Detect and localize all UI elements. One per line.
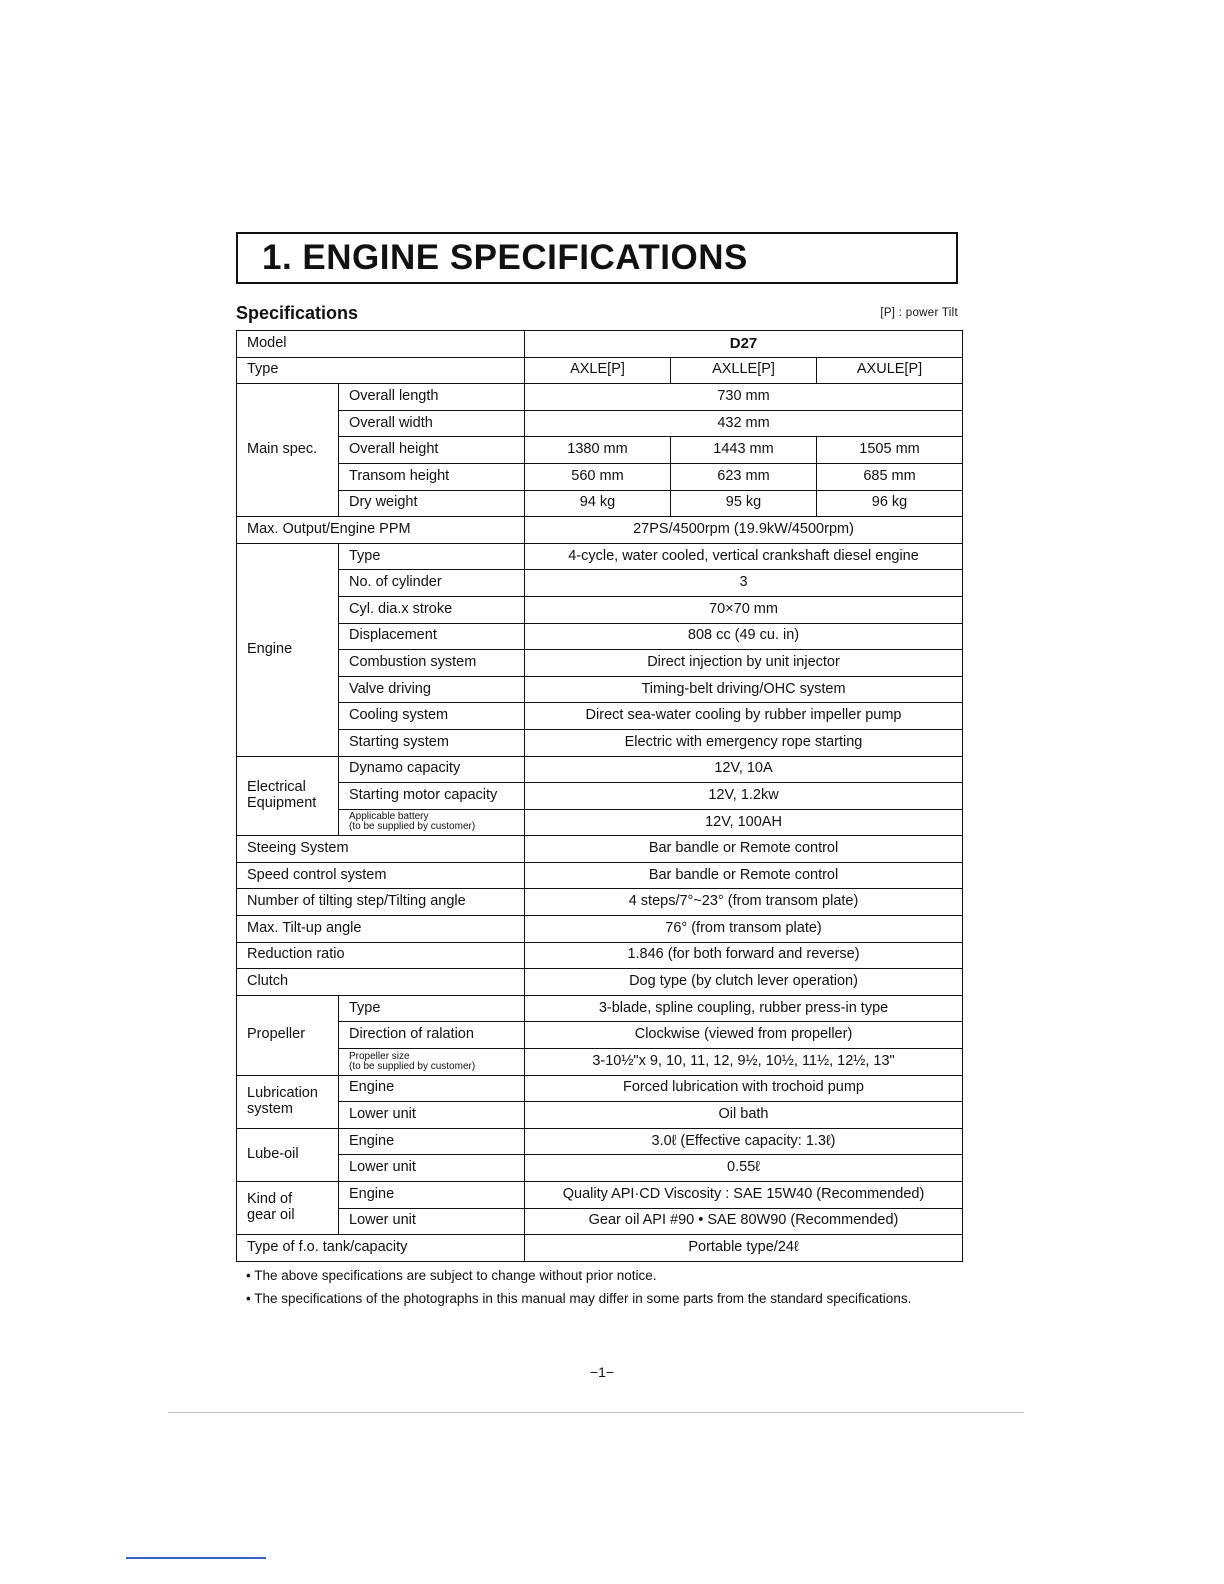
- combustion-system-label: Combustion system: [339, 650, 525, 677]
- clutch-value: Dog type (by clutch lever operation): [525, 969, 963, 996]
- type-axle: AXLE[P]: [525, 357, 671, 384]
- table-row: [237, 1235, 963, 1262]
- gear-oil-engine-label: Engine: [339, 1182, 525, 1209]
- gear-oil-lower-value: Gear oil API #90 • SAE 80W90 (Recommended): [525, 1208, 963, 1235]
- tilt-up-label: Max. Tilt-up angle: [237, 916, 525, 943]
- table-row: [237, 969, 963, 996]
- table-row: [237, 357, 963, 384]
- propeller-direction-label: Direction of ralation: [339, 1022, 525, 1049]
- max-output-label: Max. Output/Engine PPM: [237, 517, 525, 544]
- table-row: [237, 1155, 963, 1182]
- footnote: • The above specifications are subject to change without prior notice.: [246, 1268, 657, 1283]
- table-row: [237, 1022, 963, 1049]
- lubrication-lower-value: Oil bath: [525, 1102, 963, 1129]
- section-title: 1. ENGINE SPECIFICATIONS: [262, 238, 748, 277]
- gear-oil-engine-value: Quality API·CD Viscosity : SAE 15W40 (Recommended): [525, 1182, 963, 1209]
- lubrication-label-line1: Lubrication: [247, 1084, 318, 1101]
- gear-oil-lower-label: Lower unit: [339, 1208, 525, 1235]
- model-value: D27: [525, 331, 963, 358]
- dry-weight-axle: 94 kg: [525, 490, 671, 517]
- transom-height-label: Transom height: [339, 463, 525, 490]
- tilt-up-value: 76° (from transom plate): [525, 916, 963, 943]
- lube-oil-group-label: Lube-oil: [237, 1128, 339, 1181]
- starting-system-value: Electric with emergency rope starting: [525, 729, 963, 756]
- footnotes: [246, 1266, 950, 1311]
- table-row: [237, 596, 963, 623]
- propeller-direction-value: Clockwise (viewed from propeller): [525, 1022, 963, 1049]
- main-spec-label: Main spec.: [237, 384, 339, 517]
- table-row: [237, 623, 963, 650]
- table-row: [237, 729, 963, 756]
- cylinder-count-label: No. of cylinder: [339, 570, 525, 597]
- engine-group-label: Engine: [237, 543, 339, 756]
- overall-height-label: Overall height: [339, 437, 525, 464]
- steeing-value: Bar bandle or Remote control: [525, 836, 963, 863]
- displacement-label: Displacement: [339, 623, 525, 650]
- footer-divider: [168, 1412, 1024, 1413]
- propeller-size-label: [339, 1049, 525, 1076]
- corner-link-underline: [126, 1557, 266, 1559]
- overall-width-label: Overall width: [339, 410, 525, 437]
- table-row: [237, 756, 963, 783]
- table-row: [237, 650, 963, 677]
- footnote: • The specifications of the photographs in this manual may differ in some parts from the standard specifications.: [246, 1290, 912, 1306]
- table-row: [237, 836, 963, 863]
- max-output-value: 27PS/4500rpm (19.9kW/4500rpm): [525, 517, 963, 544]
- power-tilt-legend: [P] : power Tilt: [880, 307, 958, 319]
- reduction-ratio-label: Reduction ratio: [237, 942, 525, 969]
- overall-length-value: 730 mm: [525, 384, 963, 411]
- table-row: [237, 517, 963, 544]
- battery-label-line1: Applicable battery: [349, 811, 429, 823]
- model-label: Model: [237, 331, 525, 358]
- type-axule: AXULE[P]: [817, 357, 963, 384]
- battery-label-line2: (to be supplied by customer): [349, 821, 476, 833]
- propeller-size-label-line1: Propeller size: [349, 1050, 410, 1062]
- table-row: [237, 1182, 963, 1209]
- table-row: [237, 783, 963, 810]
- valve-driving-value: Timing-belt driving/OHC system: [525, 676, 963, 703]
- table-row: [237, 1102, 963, 1129]
- table-row: [237, 995, 963, 1022]
- fo-tank-value: Portable type/24ℓ: [525, 1235, 963, 1262]
- specifications-heading: Specifications: [236, 303, 359, 323]
- tilting-value: 4 steps/7°~23° (from transom plate): [525, 889, 963, 916]
- table-row: [237, 916, 963, 943]
- page-number: −1−: [589, 1364, 615, 1380]
- table-row: [237, 570, 963, 597]
- section-title-box: [236, 232, 958, 284]
- starting-motor-label: Starting motor capacity: [339, 783, 525, 810]
- overall-height-axule: 1505 mm: [817, 437, 963, 464]
- overall-length-label: Overall length: [339, 384, 525, 411]
- overall-width-value: 432 mm: [525, 410, 963, 437]
- starting-motor-value: 12V, 1.2kw: [525, 783, 963, 810]
- transom-height-axle: 560 mm: [525, 463, 671, 490]
- propeller-group-label: Propeller: [237, 995, 339, 1075]
- table-row: [237, 384, 963, 411]
- combustion-system-value: Direct injection by unit injector: [525, 650, 963, 677]
- table-row: [237, 1208, 963, 1235]
- gear-oil-group-label: [237, 1182, 339, 1235]
- battery-value: 12V, 100AH: [525, 809, 963, 836]
- engine-type-label: Type: [339, 543, 525, 570]
- gear-oil-label-line1: Kind of: [247, 1191, 293, 1208]
- dry-weight-axlle: 95 kg: [671, 490, 817, 517]
- table-row: [237, 1075, 963, 1102]
- table-row: [237, 809, 963, 836]
- electrical-group-label: [237, 756, 339, 836]
- transom-height-axule: 685 mm: [817, 463, 963, 490]
- table-row: [237, 1049, 963, 1076]
- table-row: [237, 437, 963, 464]
- table-row: [237, 463, 963, 490]
- bore-stroke-value: 70×70 mm: [525, 596, 963, 623]
- overall-height-axlle: 1443 mm: [671, 437, 817, 464]
- clutch-label: Clutch: [237, 969, 525, 996]
- tilting-label: Number of tilting step/Tilting angle: [237, 889, 525, 916]
- speed-control-label: Speed control system: [237, 862, 525, 889]
- table-row: [237, 703, 963, 730]
- displacement-value: 808 cc (49 cu. in): [525, 623, 963, 650]
- propeller-type-label: Type: [339, 995, 525, 1022]
- lubrication-engine-label: Engine: [339, 1075, 525, 1102]
- dynamo-value: 12V, 10A: [525, 756, 963, 783]
- table-row: [237, 490, 963, 517]
- propeller-size-label-line2: (to be supplied by customer): [349, 1060, 476, 1072]
- fo-tank-label: Type of f.o. tank/capacity: [237, 1235, 525, 1262]
- battery-label: [339, 809, 525, 836]
- reduction-ratio-value: 1.846 (for both forward and reverse): [525, 942, 963, 969]
- cooling-system-value: Direct sea-water cooling by rubber impeller pump: [525, 703, 963, 730]
- electrical-label-line2: Equipment: [247, 794, 317, 811]
- valve-driving-label: Valve driving: [339, 676, 525, 703]
- lube-oil-engine-label: Engine: [339, 1128, 525, 1155]
- starting-system-label: Starting system: [339, 729, 525, 756]
- dry-weight-label: Dry weight: [339, 490, 525, 517]
- table-row: [237, 543, 963, 570]
- lubrication-engine-value: Forced lubrication with trochoid pump: [525, 1075, 963, 1102]
- lube-oil-lower-label: Lower unit: [339, 1155, 525, 1182]
- table-row: [237, 410, 963, 437]
- bore-stroke-label: Cyl. dia.x stroke: [339, 596, 525, 623]
- table-row: [237, 889, 963, 916]
- dry-weight-axule: 96 kg: [817, 490, 963, 517]
- table-row: [237, 1128, 963, 1155]
- table-row: [237, 942, 963, 969]
- engine-spec-table: [236, 330, 963, 1262]
- propeller-type-value: 3-blade, spline coupling, rubber press-in type: [525, 995, 963, 1022]
- cooling-system-label: Cooling system: [339, 703, 525, 730]
- lube-oil-lower-value: 0.55ℓ: [525, 1155, 963, 1182]
- table-row: [237, 331, 963, 358]
- gear-oil-label-line2: gear oil: [247, 1207, 295, 1224]
- engine-type-value: 4-cycle, water cooled, vertical crankshaft diesel engine: [525, 543, 963, 570]
- table-row: [237, 676, 963, 703]
- table-row: [237, 862, 963, 889]
- cylinder-count-value: 3: [525, 570, 963, 597]
- lubrication-lower-label: Lower unit: [339, 1102, 525, 1129]
- transom-height-axlle: 623 mm: [671, 463, 817, 490]
- speed-control-value: Bar bandle or Remote control: [525, 862, 963, 889]
- lubrication-group-label: [237, 1075, 339, 1128]
- type-axlle: AXLLE[P]: [671, 357, 817, 384]
- dynamo-label: Dynamo capacity: [339, 756, 525, 783]
- lube-oil-engine-value: 3.0ℓ (Effective capacity: 1.3ℓ): [525, 1128, 963, 1155]
- propeller-size-value: 3-10½"x 9, 10, 11, 12, 9½, 10½, 11½, 12½, 13": [525, 1049, 963, 1076]
- lubrication-label-line2: system: [247, 1100, 293, 1117]
- overall-height-axle: 1380 mm: [525, 437, 671, 464]
- type-label: Type: [237, 357, 525, 384]
- electrical-label-line1: Electrical: [247, 778, 306, 795]
- steeing-label: Steeing System: [237, 836, 525, 863]
